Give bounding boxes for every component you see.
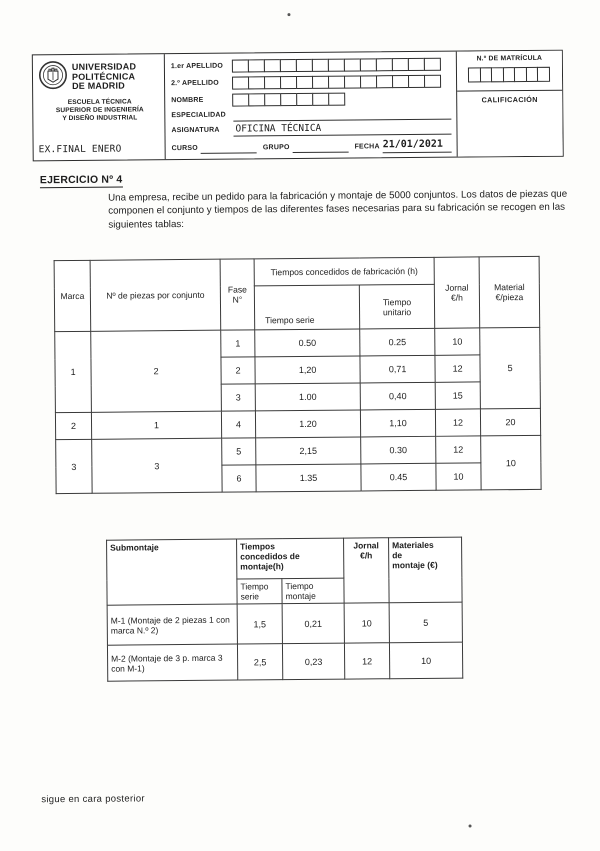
- footer-note: sigue en cara posterior: [41, 793, 145, 805]
- cell-tiempo-serie: 0.50: [255, 329, 360, 357]
- calificacion-label: CALIFICACIÓN: [457, 91, 562, 105]
- char-box: [248, 59, 265, 73]
- apellido1-label: 1.er APELLIDO: [171, 63, 233, 71]
- cell-tiempo-serie: 1.20: [255, 410, 360, 438]
- cell-fase: 6: [222, 465, 256, 492]
- cell-submontaje: M-1 (Montaje de 2 piezas 1 con marca N.º 2): [107, 604, 237, 645]
- char-box: [280, 93, 297, 107]
- cell-tiempo-unitario: 0.25: [360, 328, 435, 356]
- header-tiempo-unitario: Tiempo unitario: [359, 284, 434, 329]
- char-box: [392, 58, 409, 72]
- matricula-label: N.º DE MATRÍCULA: [457, 51, 562, 63]
- header-materiales: Materiales de montaje (€): [389, 537, 463, 603]
- char-box: [264, 76, 281, 90]
- cell-material: 10: [481, 435, 541, 490]
- char-box: [312, 58, 329, 72]
- cell-materiales: 10: [389, 642, 462, 679]
- cell-tiempo-unitario: 1,10: [360, 409, 435, 437]
- char-box: [376, 58, 393, 72]
- cell-jornal: 12: [344, 643, 389, 679]
- cell-fase: 5: [222, 438, 256, 465]
- cell-piezas: 2: [91, 330, 222, 412]
- char-box: [280, 59, 297, 73]
- grupo-label: GRUPO: [263, 144, 290, 151]
- cell-jornal: 12: [436, 436, 481, 463]
- char-box: [296, 59, 313, 73]
- char-box: [408, 58, 425, 72]
- nombre-answer-boxes: [233, 92, 345, 106]
- scan-artifact-dot: [287, 13, 290, 16]
- char-box: [344, 75, 361, 89]
- table-row: [56, 435, 541, 466]
- cell-tiempo-unitario: 0,40: [360, 382, 435, 410]
- char-box: [537, 67, 550, 82]
- fecha-value: 21/01/2021: [383, 139, 452, 154]
- table-row: [107, 642, 462, 681]
- header-jornal: Jornal €/h: [434, 257, 480, 328]
- cell-jornal: 10: [344, 603, 389, 643]
- char-box: [344, 58, 361, 72]
- exercise-title: EJERCICIO Nº 4: [40, 174, 123, 189]
- curso-label: CURSO: [172, 144, 198, 151]
- char-box: [296, 93, 313, 107]
- grading-block: [456, 51, 563, 157]
- char-box: [232, 76, 249, 90]
- cell-piezas: 1: [91, 411, 221, 439]
- char-box: [312, 75, 329, 89]
- cell-tiempo-unitario: 0.45: [361, 463, 436, 491]
- scan-artifact-dot: [469, 825, 472, 828]
- cell-tiempo-serie: 1,20: [255, 356, 360, 384]
- header-tiempo-serie: Tiempo serie: [237, 579, 282, 604]
- char-box: [376, 75, 393, 89]
- char-box: [424, 75, 441, 89]
- asignatura-label: ASIGNATURA: [171, 127, 233, 135]
- nombre-label: NOMBRE: [171, 97, 233, 105]
- matricula-answer-boxes: [457, 67, 562, 83]
- fecha-label: FECHA: [355, 143, 380, 150]
- exam-session-label: EX.FINAL ENERO: [39, 143, 162, 157]
- exam-header-box: [32, 50, 564, 162]
- char-box: [408, 75, 425, 89]
- char-box: [392, 75, 409, 89]
- upm-crest-logo: [38, 59, 68, 96]
- cell-tiempo-serie: 1.00: [255, 383, 360, 411]
- curso-blank-line: [201, 142, 257, 153]
- char-box: [424, 58, 441, 72]
- char-box: [360, 58, 377, 72]
- table-row: [55, 408, 540, 439]
- cell-fase: 1: [221, 330, 255, 357]
- cell-tiempo-unitario: 0.30: [361, 436, 436, 464]
- cell-tiempo-serie: 2,5: [237, 644, 282, 680]
- university-name: UNIVERSIDAD POLITÉCNICA DE MADRID: [72, 63, 136, 92]
- cell-materiales: 5: [389, 602, 462, 643]
- char-box: [248, 76, 265, 90]
- cell-marca: 3: [56, 439, 92, 493]
- curso-grupo-fecha-row: [172, 137, 452, 157]
- cell-jornal: 10: [435, 328, 480, 355]
- cell-submontaje: M-2 (Montaje de 3 p. marca 3 con M-1): [107, 644, 237, 681]
- header-fase: Fase N°: [220, 259, 255, 330]
- university-block: [33, 54, 165, 160]
- cell-jornal: 12: [435, 355, 480, 382]
- cell-fase: 4: [221, 411, 255, 438]
- table-header-row: [107, 537, 462, 580]
- header-tiempos-montaje: Tiempos concedidos de montaje(h): [237, 538, 344, 579]
- char-box: [328, 58, 345, 72]
- header-jornal: Jornal €/h: [344, 538, 390, 603]
- char-box: [328, 75, 345, 89]
- cell-tiempo-serie: 2,15: [256, 437, 361, 465]
- grupo-blank-line: [293, 141, 349, 152]
- table-row: [55, 327, 540, 358]
- char-box: [248, 93, 265, 107]
- exercise-intro: Una empresa, recibe un pedido para la fabricación y montaje de 5000 conjuntos. Los datos de piezas que componen el conjunto y tiempos de las diferentes fases necesarias para su fabricación se recogen en las siguientes tablas:: [108, 188, 570, 232]
- cell-jornal: 10: [436, 463, 481, 490]
- fabrication-table: [54, 256, 542, 494]
- school-name: ESCUELA TÉCNICA SUPERIOR DE INGENIERÍA Y DISEÑO INDUSTRIAL: [38, 98, 161, 122]
- cell-marca: 1: [55, 331, 92, 412]
- cell-tiempo-montaje: 0,23: [282, 643, 344, 680]
- char-box: [296, 76, 313, 90]
- char-box: [312, 92, 329, 106]
- header-marca: Marca: [54, 260, 91, 331]
- cell-tiempo-serie: 1,5: [237, 604, 282, 644]
- char-box: [264, 59, 281, 73]
- table-header-row: [54, 256, 539, 287]
- cell-marca: 2: [55, 412, 91, 439]
- char-box: [328, 92, 345, 106]
- cell-jornal: 15: [435, 382, 480, 409]
- cell-jornal: 12: [435, 409, 480, 436]
- cell-tiempo-unitario: 0,71: [360, 355, 435, 383]
- table-row: [107, 602, 462, 645]
- apellido2-answer-boxes: [233, 75, 441, 90]
- char-box: [280, 76, 297, 90]
- char-box: [232, 59, 249, 73]
- header-tiempo-montaje: Tiempo montaje: [282, 578, 344, 604]
- asignatura-value: OFICINA TÉCNICA: [233, 122, 451, 137]
- char-box: [264, 93, 281, 107]
- apellido1-answer-boxes: [233, 58, 441, 73]
- cell-fase: 2: [221, 357, 255, 384]
- cell-material: 20: [480, 408, 540, 436]
- cell-fase: 3: [221, 384, 255, 411]
- cell-tiempo-montaje: 0,21: [282, 603, 344, 644]
- char-box: [232, 93, 249, 107]
- header-tiempos-fabricacion: Tiempos concedidos de fabricación (h): [254, 257, 434, 286]
- especialidad-label: ESPECIALIDAD: [171, 112, 233, 120]
- apellido2-label: 2.º APELLIDO: [171, 80, 233, 88]
- student-form: [164, 52, 457, 160]
- assembly-table: [106, 537, 463, 682]
- cell-piezas: 3: [92, 438, 222, 493]
- header-piezas: Nº de piezas por conjunto: [90, 259, 221, 331]
- header-tiempo-serie: Tiempo serie: [254, 285, 359, 330]
- char-box: [360, 75, 377, 89]
- header-submontaje: Submontaje: [107, 539, 238, 605]
- header-material: Material €/pieza: [479, 256, 540, 328]
- cell-material: 5: [480, 327, 541, 409]
- cell-tiempo-serie: 1.35: [256, 464, 361, 492]
